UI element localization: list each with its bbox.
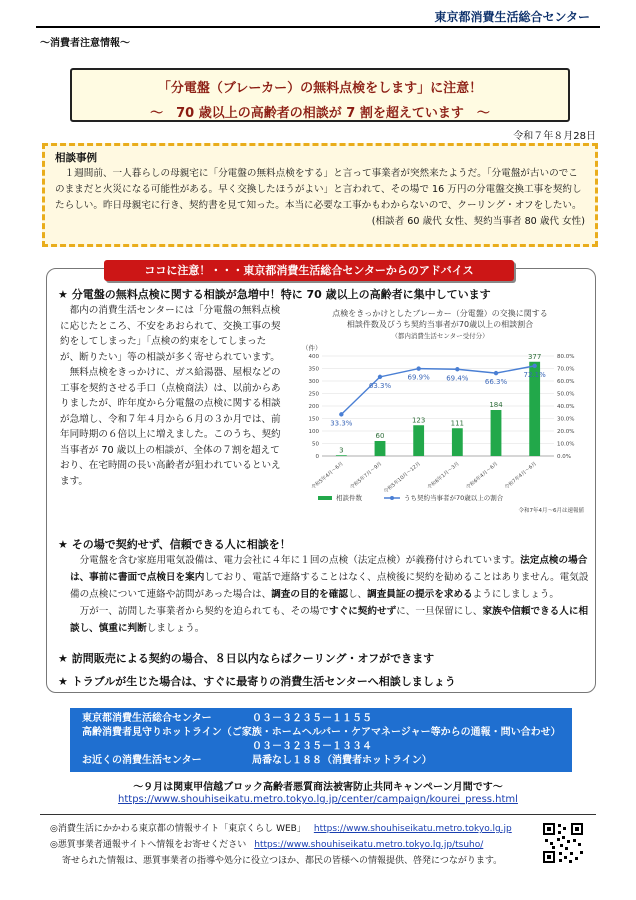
contact-phone-3: 局番なし１８８（消費者ホットライン） <box>252 755 432 766</box>
campaign-link[interactable]: https://www.shouhiseikatu.metro.tokyo.lg.jp/center/campaign/kourei_press.html <box>118 794 518 805</box>
footer-text-1: ◎消費生活にかかわる東京都の情報サイト「東京くらし WEB」 <box>50 824 306 834</box>
bar-value-label: 60 <box>375 432 385 440</box>
contact-phone-1: ０３－３２３５－１１５５ <box>252 713 372 724</box>
qr-code-svg <box>542 822 584 864</box>
title-line-2: 〜 70 歳以上の高齢者の相談が 7 割を超えています 〜 <box>150 106 490 121</box>
y-tick-label: 400 <box>308 354 319 360</box>
issue-date: 令和７年８月28日 <box>513 131 596 142</box>
s2-p2-bold-1: すぐに契約せず <box>329 606 397 617</box>
consultation-chart <box>292 306 588 520</box>
footer-link-2[interactable]: https://www.shouhiseikatu.metro.tokyo.lg.jp/tsuho/ <box>254 840 484 850</box>
contact-hotline-label: 高齢消費者見守りホットライン（ご家族・ホームヘルパー・ケアマネージャー等からの通報・問い合わせ） <box>82 727 561 738</box>
percent-label: 69.9% <box>407 373 430 382</box>
percent-point <box>378 375 382 379</box>
percent-point <box>532 364 536 368</box>
percent-point <box>416 366 420 370</box>
case-heading: 相談事例 <box>55 152 97 164</box>
y-tick-label: 150 <box>308 416 319 423</box>
footer-line-3: 寄せられた情報は、悪質事業者の指導や処分に役立つほか、都民の皆様への情報提供、啓発につながります。 <box>62 856 503 866</box>
y2-tick-label: 20.0% <box>557 429 575 435</box>
bar-value-label: 184 <box>489 401 503 409</box>
chart-grid <box>322 356 554 456</box>
organization-name: 東京都消費生活総合センター <box>434 10 590 24</box>
x-tick-label: 令和5年4月〜6月 <box>310 460 345 491</box>
bar-value-label: 3 <box>339 446 344 455</box>
bar <box>413 425 424 456</box>
chart-note: 令和7年4月〜6月は速報値 <box>518 508 584 514</box>
bar <box>375 441 386 456</box>
footer-text-2: ◎悪質事業者通報サイトへ情報をお寄せください <box>50 840 247 850</box>
s2-p2-a: 万が一、訪問した事業者から契約を迫られても、その場で <box>79 606 330 617</box>
contact-box <box>70 708 572 772</box>
title-box <box>70 68 570 122</box>
percent-point <box>339 412 343 416</box>
bar <box>491 410 502 456</box>
s2-p2-d: しましょう。 <box>146 623 205 634</box>
y-tick-label: 300 <box>308 379 319 385</box>
s2-p1-bold-1: 法定点検の場合は、事前に書面で点検日を案内 <box>70 555 588 583</box>
campaign-notice: 〜９月は関東甲信越ブロック高齢者悪質商法被害防止共同キャンペーン月間です〜 <box>133 782 503 793</box>
chart-title-2: 相談件数及びうち契約当事者が70歳以上の相談割合 <box>346 320 534 329</box>
y-tick-label: 250 <box>308 391 319 398</box>
y2-tick-label: 50.0% <box>557 391 575 398</box>
contact-spacer <box>82 740 252 754</box>
bar-value-label: 123 <box>411 416 426 425</box>
y-axis-unit: （件） <box>302 344 322 352</box>
section-4-heading: ★ トラブルが生じた場合は、すぐに最寄りの消費生活センターへ相談しましょう <box>58 675 456 688</box>
qr-code-icon <box>542 822 584 864</box>
contact-row-3 <box>82 740 560 754</box>
s2-p2-bold-2: 家族や信頼できる人に相談し、慎重に判断 <box>70 606 589 634</box>
contact-label-4: お近くの消費生活センター <box>82 755 202 766</box>
header-divider <box>36 26 600 28</box>
y2-tick-label: 10.0% <box>557 441 575 448</box>
x-tick-label: 令和6年4月〜6月 <box>465 460 500 491</box>
x-tick-label: 令和5年10月〜12月 <box>382 460 422 496</box>
series-label: 〜消費者注意情報〜 <box>40 38 130 49</box>
footer-divider <box>40 814 596 815</box>
section-2-body <box>70 552 590 637</box>
chart-title-1: 点検をきっかけとしたブレーカー（分電盤）の交換に関する <box>332 309 548 318</box>
section-1-body <box>60 303 282 489</box>
percent-label: 63.3% <box>368 381 392 390</box>
percent-point <box>455 367 459 371</box>
contact-phone-2: ０３－３２３５－１３３４ <box>252 741 372 752</box>
legend-label-line: うち契約当事者が70歳以上の割合 <box>404 494 504 502</box>
bar-value-label: 111 <box>450 419 465 428</box>
y2-tick-label: 0.0% <box>557 454 571 460</box>
footer-link-1[interactable]: https://www.shouhiseikatu.metro.tokyo.lg.jp <box>313 824 512 834</box>
y2-tick-label: 70.0% <box>557 366 575 373</box>
contact-row-1 <box>82 712 560 726</box>
s2-p1-bold-3: 調査員証の提示を求める <box>367 589 473 600</box>
chart-legend <box>318 493 504 502</box>
y2-tick-label: 30.0% <box>557 416 575 423</box>
chart-subtitle: （都内消費生活センター受付分） <box>391 332 489 340</box>
section-2-para-2 <box>70 603 590 637</box>
y2-tick-label: 60.0% <box>557 379 575 385</box>
s2-p2-c: に、一旦保留にし、 <box>396 606 483 617</box>
contact-row-4 <box>82 754 560 768</box>
s2-p1-bold-2: 調査の目的を確認 <box>271 589 348 600</box>
bar-value-label: 377 <box>527 352 542 361</box>
y2-tick-label: 80.0% <box>557 354 575 360</box>
section-1-para-1: 都内の消費生活センターには「分電盤の無料点検に応じたところ、不安をあおられて、交換工事の契約をしてしまった」「点検の約束をしてしまったが、断りたい」等の相談が多く寄せられています。 <box>60 305 281 363</box>
case-body <box>55 166 585 227</box>
percent-label: 33.3% <box>330 419 353 428</box>
title-line-1: 「分電盤（ブレーカー）の無料点検をします」に注意！ <box>157 81 483 96</box>
bar <box>336 455 347 456</box>
percent-line <box>341 366 534 415</box>
s2-p1-d: し、 <box>347 589 368 600</box>
y-tick-label: 0 <box>315 454 319 460</box>
legend-marker-line <box>390 496 394 500</box>
chart-svg <box>292 306 588 520</box>
case-meta: (相談者 60 歳代 女性、契約当事者 80 歳代 女性) <box>371 216 585 227</box>
x-tick-label: 令和6年1月〜3月 <box>426 460 461 491</box>
footer-line-1 <box>50 822 512 836</box>
y-tick-label: 100 <box>308 429 319 435</box>
s2-p1-a: 分電盤を含む家庭用電気設備は、電力会社に４年に１回の点検（法定点検）が義務付けられています。 <box>79 555 521 566</box>
contact-row-2 <box>82 726 560 740</box>
advice-tab-label: ココに注意！・・・東京都消費生活総合センターからのアドバイス <box>104 260 514 281</box>
section-2-para-1 <box>70 552 590 603</box>
case-example-box <box>42 143 598 247</box>
x-tick-label: 令和5年7月〜9月 <box>349 460 384 491</box>
bar <box>452 428 463 456</box>
s2-p1-e: ようにしましょう。 <box>472 589 559 600</box>
legend-label-bars: 相談件数 <box>336 494 362 502</box>
contact-label-1: 東京都消費生活総合センター <box>82 713 212 724</box>
y-tick-label: 50 <box>312 441 319 448</box>
case-body-text: １週間前、一人暮らしの母親宅に「分電盤の無料点検をする」と言って事業者が突然来たようだ。「分電盤が古いのでこのままだと火災になる可能性がある。早く交換したほうがよい」と言われて、その場で 16 万円の分電盤交換工事を契約したらしい。昨日母親宅に行き、契約書を見て知った。本当に必要な工事かもわからないので、クーリング・オフをしたい。 <box>55 168 582 211</box>
y2-tick-label: 40.0% <box>557 404 575 410</box>
section-3-heading: ★ 訪問販売による契約の場合、８日以内ならばクーリング・オフができます <box>58 652 435 665</box>
percent-label: 66.3% <box>484 378 508 387</box>
x-tick-label: 令和7年4月〜6月 <box>503 460 538 491</box>
percent-point <box>494 371 498 375</box>
section-2-heading: ★ その場で契約せず、信頼できる人に相談を！ <box>58 538 291 551</box>
section-1-para-2: 無料点検をきっかけに、ガス給湯器、屋根などの工事を契約させる手口（点検商法）は、以前からありましたが、昨年度から分電盤の点検に関する相談が急増し、令和７年４月から６月の３か月では、前年同時期の６倍以上に増えました。このうち、契約当事者が 70 歳以上の相談が、全体の７割を超えており、在宅時間の長い高齢者が狙われているといえます。 <box>60 367 281 487</box>
y-tick-label: 200 <box>308 404 319 410</box>
legend-swatch-bars <box>318 496 332 500</box>
s2-p1-c: しており、電話で連絡することはなく、点検後に契約を勧めることはありません。電気設備の点検について連絡や訪問があった場合は、 <box>70 572 589 600</box>
footer-line-2 <box>50 838 483 852</box>
line-series <box>330 364 546 428</box>
percent-label: 69.4% <box>446 374 469 383</box>
y-tick-label: 350 <box>308 366 319 373</box>
percent-label: 72.1% <box>523 370 546 379</box>
section-1-heading: ★ 分電盤の無料点検に関する相談が急増中！特に 70 歳以上の高齢者に集中しています <box>58 288 491 301</box>
